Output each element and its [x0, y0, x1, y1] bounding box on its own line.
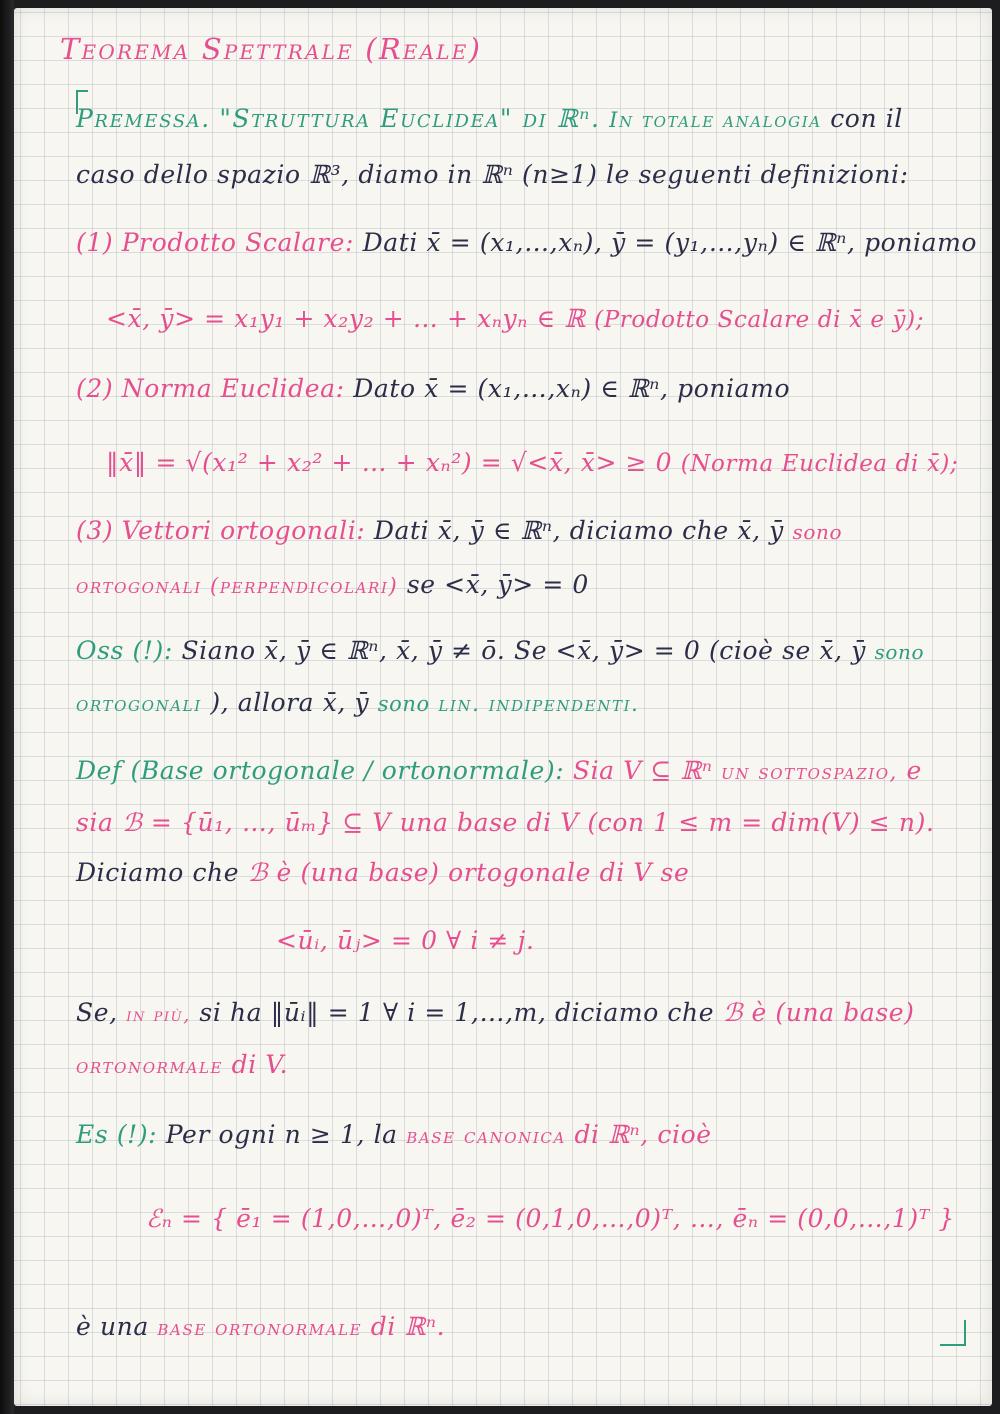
es-label: Es (!): [76, 1120, 158, 1149]
es-orthonormal: base ortonormale [157, 1316, 363, 1340]
def2-label: (2) Norma Euclidea: [76, 374, 345, 403]
oss-text-b: sono [874, 640, 925, 664]
section-end-mark [940, 1320, 966, 1346]
defbase-text-j: ℬ è (una base) [722, 998, 915, 1027]
defbase-orthonormal: ortonormale [76, 1054, 224, 1078]
oss-line-1 [76, 636, 924, 665]
def1-text: Dati x̄ = (x₁,…,xₙ), ȳ = (y₁,…,yₙ) ∈ ℝⁿ, poniamo [362, 228, 978, 257]
defbase-formula: <ūᵢ, ūⱼ> = 0 ∀ i ≠ j. [276, 926, 535, 955]
def1-formula-line [106, 304, 924, 333]
def3-label: (3) Vettori ortogonali: [76, 516, 366, 545]
premessa-label: Premessa. [76, 104, 211, 133]
es-text-e: di ℝⁿ. [370, 1312, 446, 1341]
defbase-text-k: di V. [231, 1050, 289, 1079]
premessa-text-b: con il [830, 104, 903, 133]
page-title: Teorema Spettrale (Reale) [60, 32, 483, 66]
notebook-spine [0, 0, 14, 1414]
def2-text: Dato x̄ = (x₁,…,xₙ) ∈ ℝⁿ, poniamo [353, 374, 791, 403]
es-canonical: base canonica [406, 1124, 566, 1148]
defbase-line-4 [76, 998, 915, 1027]
es-text-d: è una [76, 1312, 149, 1341]
def3-orthogonal: ortogonali (perpendicolari) [76, 574, 399, 598]
defbase-line-5 [76, 1050, 288, 1079]
def3-text-a: Dati x̄, ȳ ∈ ℝⁿ, diciamo che x̄, ȳ [373, 516, 784, 545]
oss-text-a: Siano x̄, ȳ ∈ ℝⁿ, x̄, ȳ ≠ ō. Se <x̄, ȳ> = 0 (cioè se x̄, ȳ [181, 636, 866, 665]
def1-line-1 [76, 228, 977, 257]
def2-formula: ‖x̄‖ = √(x₁² + x₂² + … + xₙ²) = √<x̄, x̄> ≥ 0 [106, 448, 673, 477]
defbase-text-g: Se, [76, 998, 118, 1027]
premessa-line-2: caso dello spazio ℝ³, diamo in ℝⁿ (n≥1) le seguenti definizioni: [76, 160, 909, 189]
premessa-analogy: In totale analogia [609, 108, 822, 132]
oss-orthogonal: ortogonali [76, 692, 202, 716]
es-line-3 [76, 1312, 445, 1341]
oss-text-d: sono [377, 692, 430, 716]
def3-condition: se <x̄, ȳ> = 0 [406, 570, 589, 599]
oss-label: Oss (!): [76, 636, 173, 665]
defbase-text-d: Diciamo che [76, 858, 240, 887]
def2-formula-line [106, 448, 958, 477]
defbase-line-3 [76, 858, 689, 887]
defbase-text-e: ℬ è (una base) ortogonale [247, 858, 592, 887]
premessa-heading: "Struttura Euclidea" di ℝⁿ. [219, 104, 601, 133]
defbase-text-c: e [906, 756, 922, 785]
es-line-1 [76, 1120, 712, 1149]
notebook-page [14, 8, 992, 1406]
def1-note: (Prodotto Scalare di x̄ e ȳ); [594, 307, 925, 333]
defbase-label: Def (Base ortogonale / ortonormale): [76, 756, 565, 785]
defbase-text-i: si ha ‖ūᵢ‖ = 1 ∀ i = 1,…,m, diciamo che [199, 998, 715, 1027]
def1-formula: <x̄, ȳ> = x₁y₁ + x₂y₂ + … + xₙyₙ ∈ ℝ [106, 304, 586, 333]
def3-text-b: sono [792, 520, 843, 544]
def2-note: (Norma Euclidea di x̄); [680, 451, 959, 477]
def1-label: (1) Prodotto Scalare: [76, 228, 355, 257]
defbase-text-h: in più, [126, 1004, 191, 1026]
es-text-a: Per ogni n ≥ 1, la [165, 1120, 398, 1149]
def3-line-2 [76, 570, 589, 599]
defbase-text-f: di V se [599, 858, 690, 887]
def3-line-1 [76, 516, 842, 545]
es-text-c: di ℝⁿ, cioè [574, 1120, 712, 1149]
premessa-line-1 [76, 104, 903, 133]
oss-text-c: ), allora x̄, ȳ [210, 688, 370, 717]
defbase-line-2: sia ℬ = {ū₁, …, ūₘ} ⊆ V una base di V (con 1 ≤ m = dim(V) ≤ n). [76, 808, 935, 837]
oss-line-2 [76, 688, 639, 717]
es-formula: ℰₙ = { ē₁ = (1,0,…,0)ᵀ, ē₂ = (0,1,0,…,0)ᵀ, …, ēₙ = (0,0,…,1)ᵀ } [146, 1204, 955, 1233]
defbase-line-1 [76, 756, 922, 785]
defbase-text-a: Sia V ⊆ ℝⁿ [572, 756, 713, 785]
oss-independent: lin. indipendenti. [438, 692, 640, 716]
def2-line-1 [76, 374, 790, 403]
defbase-text-b: un sottospazio, [721, 760, 898, 784]
